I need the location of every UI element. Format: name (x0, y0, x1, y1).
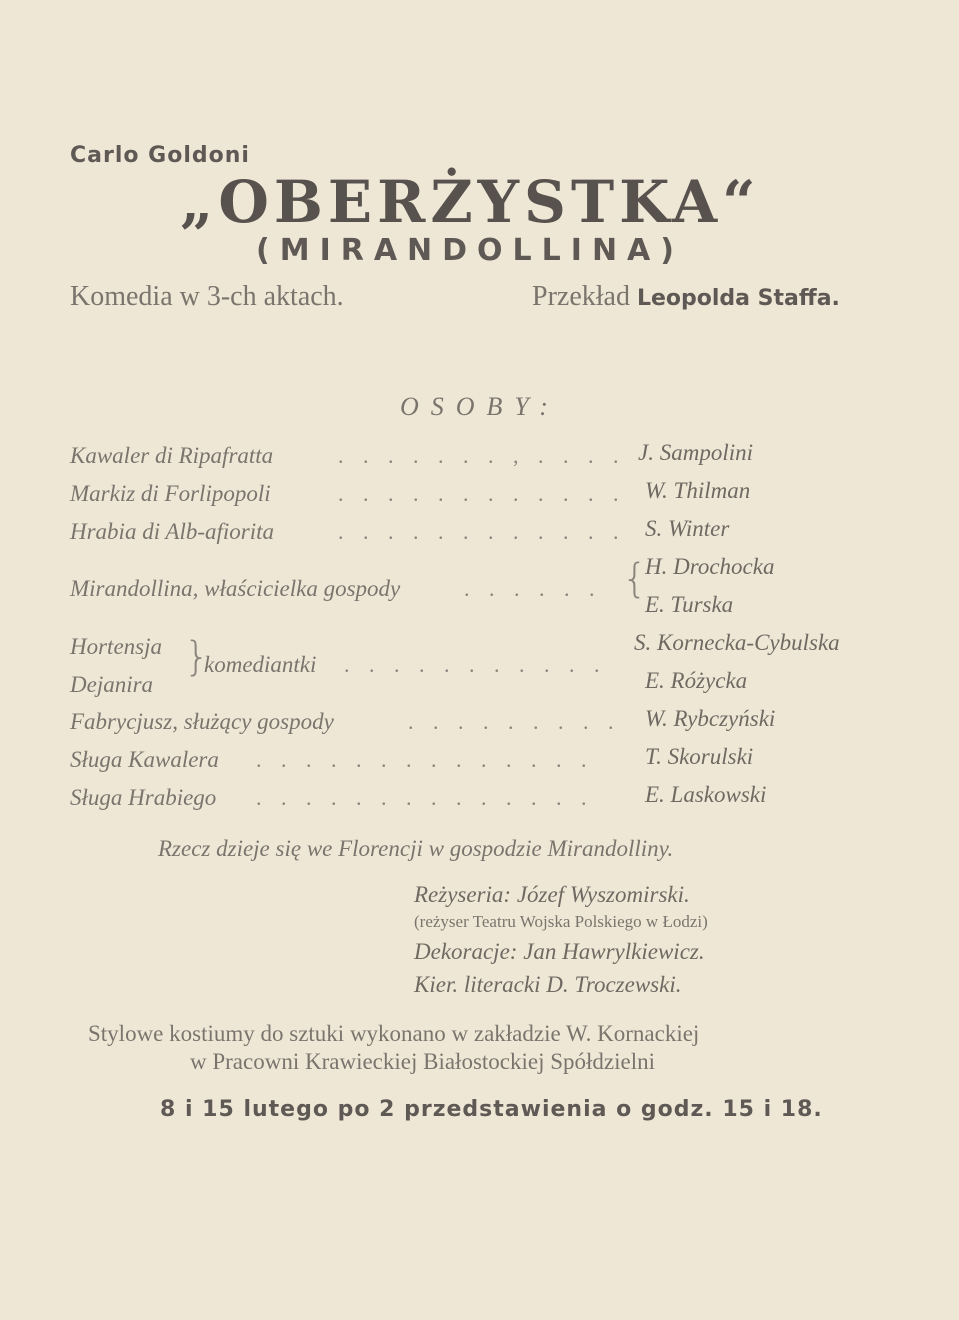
leader-dots: . . . . . . . . . . . . (338, 481, 626, 506)
cast-role: Kawaler di Ripafratta (70, 443, 274, 468)
cast-role: Sługa Kawalera (70, 747, 219, 772)
leader-dots: . . . . . . . . . . . . . . (256, 785, 594, 810)
cast-role: Fabrycjusz, służący gospody (70, 709, 334, 734)
cast-role: Sługa Hrabiego (70, 785, 217, 810)
leader-dots: . . . . . . . . . . . . . . (256, 747, 594, 772)
genre-line: Komedia w 3-ch aktach. (70, 281, 344, 312)
costume-line-1: Stylowe kostiumy do sztuki wykonano w zakładzie W. Kornackiej (88, 1021, 700, 1046)
cast-actor: J. Sampolini (638, 440, 753, 465)
cast-role: Hrabia di Alb-afiorita (70, 519, 275, 544)
leader-dots: . . . . . . . . . . . . (338, 519, 626, 544)
cast-heading: OSOBY: (400, 392, 560, 421)
cast-actor: T. Skorulski (645, 744, 754, 769)
cast-shared-label: komediantki (204, 652, 317, 677)
play-subtitle: (MIRANDOLLINA) (256, 233, 684, 268)
cast-role: Dejanira (70, 672, 154, 697)
brace: { (622, 556, 648, 602)
play-title: „OBERŻYSTKA“ (180, 168, 761, 236)
cast-actor: E. Turska (645, 592, 734, 617)
direction-credit: Reżyseria: Józef Wyszomirski. (414, 882, 690, 907)
literary-credit: Kier. literacki D. Troczewski. (414, 972, 682, 997)
cast-actor: E. Różycka (645, 668, 748, 693)
cast-role: Hortensja (70, 634, 162, 659)
cast-actor: S. Winter (645, 516, 730, 541)
cast-actor: W. Thilman (645, 478, 751, 503)
cast-actor: S. Kornecka-Cybulska (634, 630, 840, 655)
cast-actor: W. Rybczyński (645, 706, 776, 731)
brace: } (184, 634, 210, 680)
translator-name: Leopolda Staffa. (636, 286, 840, 311)
translation-prefix: Przekład (532, 281, 630, 312)
costume-line-2: w Pracowni Krawieckiej Białostockiej Spółdzielni (190, 1049, 655, 1074)
leader-dots: . . . . . . (464, 576, 602, 601)
translation-line (532, 281, 840, 313)
scenery-credit: Dekoracje: Jan Hawrylkiewicz. (414, 939, 705, 964)
author-name: Carlo Goldoni (70, 143, 250, 168)
cast-actor: H. Drochocka (645, 554, 775, 579)
performance-dates: 8 i 15 lutego po 2 przedstawienia o godz. 15 i 18. (160, 1097, 823, 1122)
leader-dots: . . . . . . . . . . . (344, 652, 607, 677)
cast-actor: E. Laskowski (645, 782, 767, 807)
setting-line: Rzecz dzieje się we Florencji w gospodzie Mirandolliny. (158, 836, 674, 861)
leader-dots: . . . . . . . , . . . . (338, 443, 626, 468)
leader-dots: . . . . . . . . . (408, 709, 621, 734)
direction-note: (reżyser Teatru Wojska Polskiego w Łodzi) (414, 912, 708, 931)
cast-role: Markiz di Forlipopoli (70, 481, 271, 506)
cast-role: Mirandollina, właścicielka gospody (70, 576, 401, 601)
